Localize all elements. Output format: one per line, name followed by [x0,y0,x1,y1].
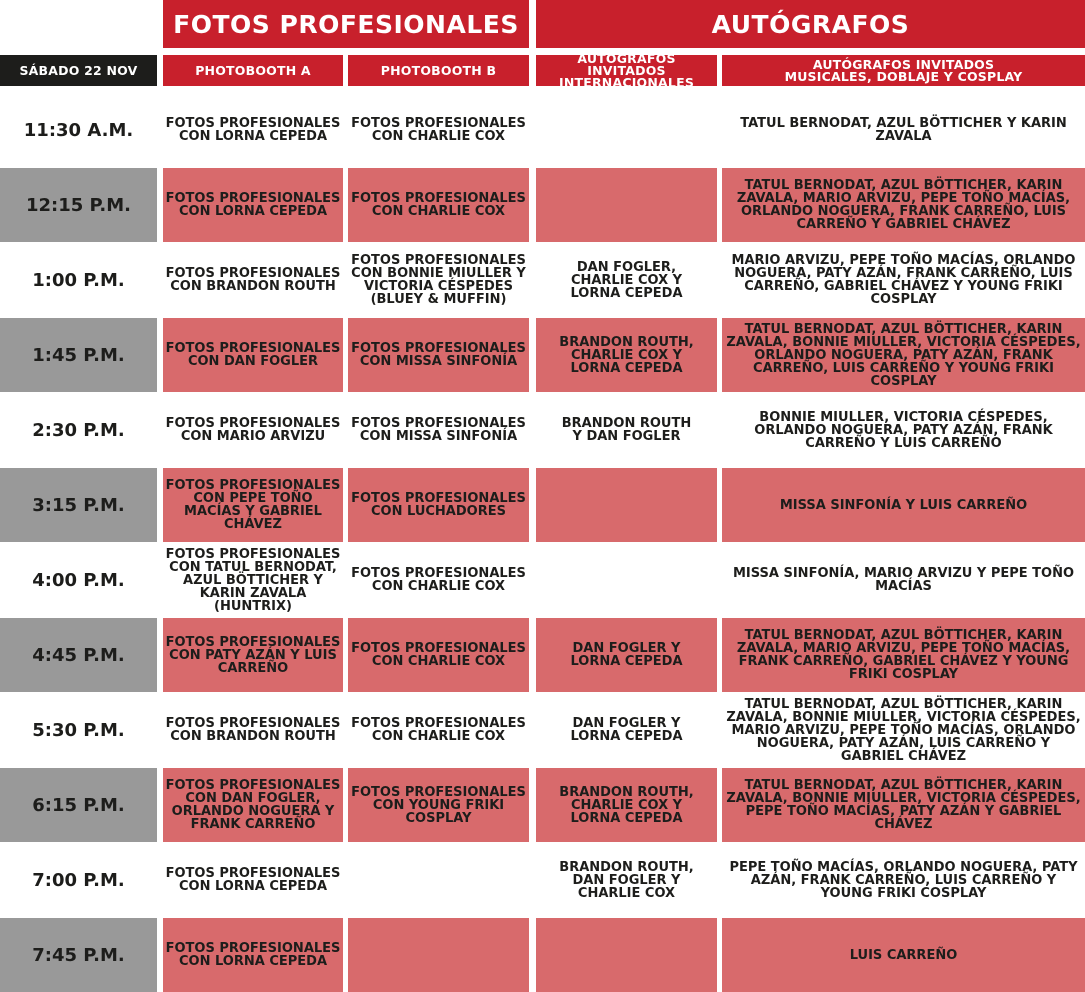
fotos-profesionales-title: FOTOS PROFESIONALES [173,9,519,39]
autografos-musicales-cell [722,768,1085,842]
photobooth-b-cell [348,768,529,842]
time-label: 11:30 A.M. [23,119,134,141]
cell-text: FOTOS PROFESIONALES CON DAN FOGLER [165,341,341,369]
autografos-musicales-cell [722,543,1085,617]
cell-text: FOTOS PROFESIONALES CON MARIO ARVIZU [165,416,341,444]
photobooth-b-cell [348,918,529,992]
time-label: 12:15 P.M. [25,194,132,216]
time-label: 4:45 P.M. [32,644,125,666]
autografos-internacionales-cell [536,693,717,767]
time-label: 1:45 P.M. [32,344,125,366]
cell-text: FOTOS PROFESIONALES CON LORNA CEPEDA [165,116,341,144]
cell-text: DAN FOGLER, CHARLIE COX Y LORNA CEPEDA [570,259,683,301]
time-cell [0,918,157,992]
autografos-internacionales-cell [536,168,717,242]
cell-text: FOTOS PROFESIONALES CON LORNA CEPEDA [165,191,341,219]
cell-text: FOTOS PROFESIONALES CON BONNIE MIULLER Y VICTORIA CÉSPEDES (BLUEY & MUFFIN) [351,253,526,307]
photobooth-b-label: PHOTOBOOTH B [380,62,497,78]
cell-text: BRANDON ROUTH, DAN FOGLER Y CHARLIE COX [559,859,694,901]
cell-text: FOTOS PROFESIONALES CON CHARLIE COX [351,716,526,744]
cell-text: BONNIE MIULLER, VICTORIA CÉSPEDES, ORLANDO NOGUERA, PATY AZÁN, FRANK CARREÑO Y LUIS CARREÑO [754,409,1053,451]
photobooth-a-cell [163,318,343,392]
autografos-internacionales-header [536,50,717,90]
time-label: 5:30 P.M. [32,719,125,741]
cell-text: FOTOS PROFESIONALES CON LUCHADORES [351,491,526,519]
time-cell [0,693,157,767]
fotos-profesionales-header [163,0,529,48]
autografos-musicales-header [722,55,1085,86]
photobooth-b-header [348,55,529,86]
cell-text: PEPE TOÑO MACÍAS, ORLANDO NOGUERA, PATY AZÁN, FRANK CARREÑO, LUIS CARREÑO Y YOUNG FRIKI COSPLAY [729,859,1078,901]
autografos-internacionales-cell [536,543,717,617]
photobooth-b-cell [348,843,529,917]
photobooth-b-cell [348,393,529,467]
time-label: 6:15 P.M. [32,794,125,816]
cell-text: FOTOS PROFESIONALES CON PEPE TOÑO MACÍAS Y GABRIEL CHÁVEZ [165,478,341,532]
day-label: SÁBADO 22 NOV [19,62,138,78]
autografos-musicales-label: AUTÓGRAFOS INVITADOS MUSICALES, DOBLAJE Y COSPLAY [784,56,1023,84]
cell-text: TATUL BERNODAT, AZUL BÖTTICHER Y KARIN ZAVALA [740,116,1067,144]
time-cell [0,243,157,317]
photobooth-a-cell [163,393,343,467]
autografos-musicales-cell [722,243,1085,317]
photobooth-a-cell [163,468,343,542]
photobooth-b-cell [348,468,529,542]
time-cell [0,318,157,392]
cell-text: MISSA SINFONÍA, MARIO ARVIZU Y PEPE TOÑO MACÍAS [732,566,1075,594]
cell-text: BRANDON ROUTH, CHARLIE COX Y LORNA CEPEDA [559,334,694,376]
cell-text: MISSA SINFONÍA Y LUIS CARREÑO [779,497,1028,513]
photobooth-a-label: PHOTOBOOTH A [195,62,311,78]
photobooth-a-cell [163,918,343,992]
cell-text: FOTOS PROFESIONALES CON LORNA CEPEDA [165,941,341,969]
time-label: 2:30 P.M. [32,419,125,441]
cell-text: FOTOS PROFESIONALES CON MISSA SINFONÍA [351,341,526,369]
day-label-cell [0,55,157,86]
autografos-internacionales-cell [536,843,717,917]
time-cell [0,843,157,917]
cell-text: FOTOS PROFESIONALES CON MISSA SINFONÍA [351,416,526,444]
cell-text: FOTOS PROFESIONALES CON CHARLIE COX [351,191,526,219]
photobooth-a-cell [163,93,343,167]
cell-text: FOTOS PROFESIONALES CON CHARLIE COX [351,641,526,669]
autografos-header [536,0,1085,48]
cell-text: TATUL BERNODAT, AZUL BÖTTICHER, KARIN ZAVALA, BONNIE MIULLER, VICTORIA CÉSPEDES, ORLANDO NOGUERA, PATY AZÁN, FRANK CARREÑO, LUIS CARREÑO Y YOUNG FRIKI COSPLAY [726,321,1081,389]
photobooth-b-cell [348,543,529,617]
time-cell [0,393,157,467]
cell-text: LUIS CARREÑO [849,947,958,963]
cell-text: BRANDON ROUTH, CHARLIE COX Y LORNA CEPEDA [559,784,694,826]
time-cell [0,468,157,542]
autografos-musicales-cell [722,318,1085,392]
cell-text: TATUL BERNODAT, AZUL BÖTTICHER, KARIN ZAVALA, MARIO ARVIZU, PEPE TOÑO MACÍAS, FRANK CARREÑO, GABRIEL CHÁVEZ Y YOUNG FRIKI COSPLAY [736,628,1071,682]
cell-text: FOTOS PROFESIONALES CON BRANDON ROUTH [165,716,341,744]
time-cell [0,168,157,242]
cell-text: TATUL BERNODAT, AZUL BÖTTICHER, KARIN ZAVALA, BONNIE MIULLER, VICTORIA CÉSPEDES, MARIO ARVIZU, PEPE TOÑO MACÍAS, ORLANDO NOGUERA, PATY AZÁN, LUIS CARREÑO Y GABRIEL CHÁVEZ [726,696,1081,764]
time-cell [0,93,157,167]
photobooth-b-cell [348,693,529,767]
time-label: 3:15 P.M. [32,494,125,516]
photobooth-b-cell [348,168,529,242]
cell-text: FOTOS PROFESIONALES CON LORNA CEPEDA [165,866,341,894]
autografos-musicales-cell [722,918,1085,992]
cell-text: FOTOS PROFESIONALES CON DAN FOGLER, ORLANDO NOGUERA Y FRANK CARREÑO [165,778,341,832]
autografos-internacionales-cell [536,243,717,317]
autografos-musicales-cell [722,393,1085,467]
cell-text: FOTOS PROFESIONALES CON PATY AZÁN Y LUIS CARREÑO [165,634,341,676]
autografos-internacionales-cell [536,618,717,692]
cell-text: FOTOS PROFESIONALES CON BRANDON ROUTH [165,266,341,294]
time-label: 1:00 P.M. [32,269,125,291]
time-cell [0,768,157,842]
photobooth-a-cell [163,768,343,842]
autografos-musicales-cell [722,468,1085,542]
autografos-internacionales-cell [536,393,717,467]
photobooth-a-cell [163,693,343,767]
cell-text: FOTOS PROFESIONALES CON TATUL BERNODAT, AZUL BÖTTICHER Y KARIN ZAVALA (HUNTRIX) [165,546,341,614]
autografos-musicales-cell [722,693,1085,767]
autografos-internacionales-label: AUTÓGRAFOS INVITADOS INTERNACIONALES [558,50,695,90]
time-cell [0,543,157,617]
autografos-internacionales-cell [536,468,717,542]
photobooth-a-cell [163,243,343,317]
time-label: 7:00 P.M. [32,869,125,891]
time-label: 4:00 P.M. [32,569,125,591]
cell-text: FOTOS PROFESIONALES CON CHARLIE COX [351,116,526,144]
autografos-musicales-cell [722,168,1085,242]
cell-text: MARIO ARVIZU, PEPE TOÑO MACÍAS, ORLANDO NOGUERA, PATY AZÁN, FRANK CARREÑO, LUIS CARREÑO, GABRIEL CHÁVEZ Y YOUNG FRIKI COSPLAY [731,253,1076,307]
cell-text: DAN FOGLER Y LORNA CEPEDA [570,716,683,744]
time-label: 7:45 P.M. [32,944,125,966]
cell-text: BRANDON ROUTH Y DAN FOGLER [561,416,692,444]
photobooth-b-cell [348,318,529,392]
autografos-musicales-cell [722,93,1085,167]
autografos-internacionales-cell [536,93,717,167]
autografos-internacionales-cell [536,318,717,392]
photobooth-a-cell [163,168,343,242]
cell-text: FOTOS PROFESIONALES CON CHARLIE COX [351,566,526,594]
autografos-musicales-cell [722,843,1085,917]
cell-text: FOTOS PROFESIONALES CON YOUNG FRIKI COSPLAY [351,784,526,826]
cell-text: TATUL BERNODAT, AZUL BÖTTICHER, KARIN ZAVALA, BONNIE MIULLER, VICTORIA CÉSPEDES, PEPE TOÑO MACÍAS, PATY AZÁN Y GABRIEL CHÁVEZ [726,778,1081,832]
photobooth-b-cell [348,93,529,167]
photobooth-b-cell [348,243,529,317]
autografos-internacionales-cell [536,918,717,992]
photobooth-a-header [163,55,343,86]
time-cell [0,618,157,692]
photobooth-b-cell [348,618,529,692]
cell-text: DAN FOGLER Y LORNA CEPEDA [570,641,683,669]
autografos-title: AUTÓGRAFOS [711,9,910,39]
autografos-internacionales-cell [536,768,717,842]
photobooth-a-cell [163,843,343,917]
photobooth-a-cell [163,618,343,692]
autografos-musicales-cell [722,618,1085,692]
cell-text: TATUL BERNODAT, AZUL BÖTTICHER, KARIN ZAVALA, MARIO ARVIZU, PEPE TOÑO MACÍAS, ORLANDO NOGUERA, FRANK CARREÑO, LUIS CARREÑO Y GABRIEL CHÁVEZ [736,178,1071,232]
photobooth-a-cell [163,543,343,617]
